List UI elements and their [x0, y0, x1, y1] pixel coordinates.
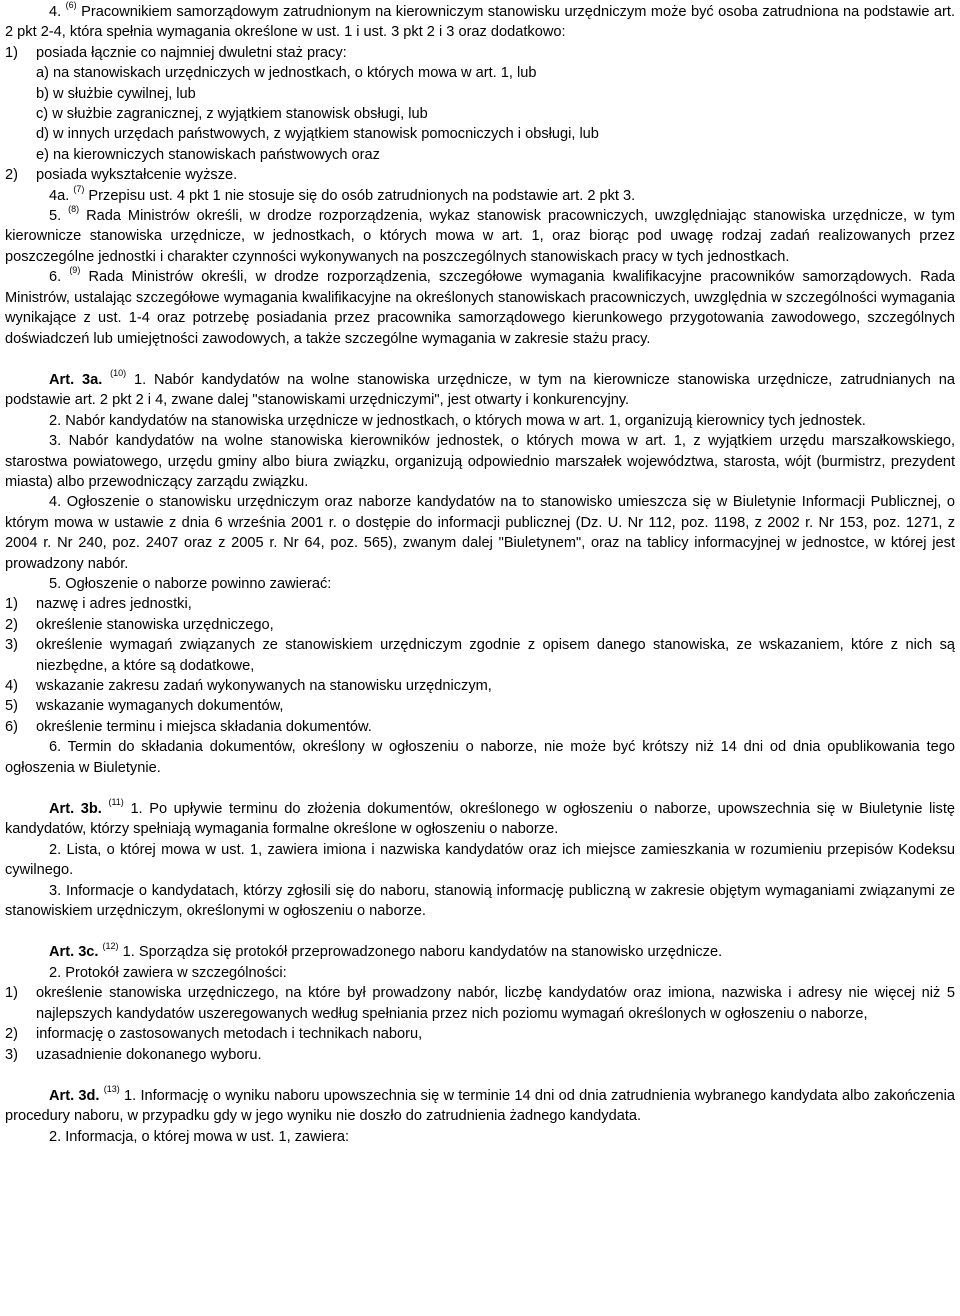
list-item: 2) określenie stanowiska urzędniczego,: [5, 616, 274, 633]
paragraph: 5. Ogłoszenie o naborze powinno zawierać:: [49, 575, 332, 592]
paragraph: 1. Po upływie terminu do złożenia dokumentów, określonego w ogłoszeniu o naborze, upowszechnia się w Biuletynie listę kandydatów, którzy spełniają wymagania formalne określone w ogłoszeniu o naborze.: [5, 801, 956, 838]
section-number: 5.: [49, 208, 62, 225]
article-3a: [5, 370, 955, 411]
paragraph: 6. Termin do składania dokumentów, określony w ogłoszeniu o naborze, nie może być krótszy niż 14 dni od dnia opublikowania tego ogłoszenia w Biuletynie.: [5, 739, 955, 776]
paragraph: 2. Lista, o której mowa w ust. 1, zawiera imiona i nazwiska kandydatów oraz ich miejsce zamieszkania w rozumieniu przepisów Kodeksu cywilnego.: [5, 841, 955, 879]
article-label: Art. 3a.: [49, 371, 103, 388]
footnote-ref[interactable]: (12): [102, 940, 119, 951]
section-text: Przepisu ust. 4 pkt 1 nie stosuje się do osób zatrudnionych na podstawie art. 2 pkt 3.: [88, 187, 636, 204]
list-item: 5) wskazanie wymaganych dokumentów,: [5, 698, 284, 715]
article-label: Art. 3d.: [49, 1087, 100, 1104]
sub-item-c: c) w służbie zagranicznej, z wyjątkiem stanowisk obsługi, lub: [36, 106, 428, 123]
list-item: 4) wskazanie zakresu zadań wykonywanych na stanowisku urzędniczym,: [5, 678, 492, 694]
list-item: 3) określenie wymagań związanych ze stanowiskiem urzędniczym zgodnie z opisem danego stanowiska, ze wskazaniem, które z nich są niezbędne, a które są dodatkowe,: [5, 637, 955, 674]
sub-item-d: d) w innych urzędach państwowych, z wyjątkiem stanowisk pomocniczych i obsługi, lub: [36, 126, 599, 143]
section-number: 4a.: [49, 187, 70, 204]
article-3b: [5, 799, 955, 840]
section-number: 4.: [49, 4, 62, 20]
paragraph: 3. Nabór kandydatów na wolne stanowiska kierowników jednostek, o których mowa w art. 1, z wyjątkiem urzędu marszałkowskiego, starostwa powiatowego, urzędu gminy albo biura związku, organizują odpowiednio marszałek województwa, starosta, wójt (burmistrz, prezydent miasta) albo przewodniczący zarządu związku.: [5, 433, 955, 490]
footnote-ref[interactable]: (11): [108, 797, 124, 808]
section-5: [5, 206, 955, 267]
section-4: [5, 2, 955, 43]
list-item: 1) posiada łącznie co najmniej dwuletni staż pracy:: [5, 44, 347, 61]
paragraph: 2. Protokół zawiera w szczególności:: [49, 964, 287, 981]
list-item: 6) określenie terminu i miejsca składania dokumentów.: [5, 718, 372, 735]
section-text: Pracownikiem samorządowym zatrudnionym na kierowniczym stanowisku urzędniczym może być osoba zatrudniona na podstawie art. 2 pkt 2-4, która spełnia wymagania określone w ust. 1 i ust. 3 pkt 2 i 3 oraz dodatkowo:: [5, 4, 956, 41]
paragraph: 2. Nabór kandydatów na stanowiska urzędnicze w jednostkach, o których mowa w art. 1, organizują kierownicy tych jednostek.: [49, 412, 866, 429]
sub-item-b: b) w służbie cywilnej, lub: [36, 85, 196, 102]
section-6: [5, 267, 955, 349]
list-item: 2) posiada wykształcenie wyższe.: [5, 167, 238, 184]
list-item: 3) uzasadnienie dokonanego wyboru.: [5, 1046, 262, 1063]
list-item: 1) nazwę i adres jednostki,: [5, 596, 192, 613]
footnote-ref[interactable]: (8): [68, 204, 80, 215]
paragraph: 4. Ogłoszenie o stanowisku urzędniczym oraz naborze kandydatów na to stanowisko umieszcza się w Biuletynie Informacji Publicznej, o którym mowa w ustawie z dnia 6 września 2001 r. o dostępie do informacji publicznej (Dz. U. Nr 112, poz. 1198, z 2002 r. Nr 153, poz. 1271, z 2004 r. Nr 240, poz. 2407 oraz z 2005 r. Nr 64, poz. 565), zwanym dalej "Biuletynem", oraz na tablicy informacyjnej w jednostce, w której jest prowadzony nabór.: [5, 494, 955, 572]
spacer: [5, 778, 955, 799]
list-item: 2) informację o zastosowanych metodach i technikach naboru,: [5, 1026, 423, 1043]
list-item: 1) określenie stanowiska urzędniczego, na które był prowadzony nabór, liczbę kandydatów oraz imiona, nazwiska i adresy nie więcej niż 5 najlepszych kandydatów uszeregowanych według spełniania przez nich poziomu wymagań określonych w ogłoszeniu o naborze,: [5, 985, 955, 1022]
spacer: [5, 1065, 955, 1086]
spacer: [5, 349, 955, 370]
section-number: 6.: [49, 269, 62, 286]
article-label: Art. 3c.: [49, 944, 99, 961]
sub-item-a: a) na stanowiskach urzędniczych w jednostkach, o których mowa w art. 1, lub: [36, 65, 537, 82]
article-label: Art. 3b.: [49, 801, 102, 818]
section-4a: [5, 183, 955, 206]
spacer: [5, 921, 955, 942]
paragraph: 1. Sporządza się protokół przeprowadzonego naboru kandydatów na stanowisko urzędnicze.: [122, 944, 723, 961]
article-3d: [5, 1086, 955, 1127]
footnote-ref[interactable]: (6): [65, 0, 77, 11]
section-text: Rada Ministrów określi, w drodze rozporządzenia, wykaz stanowisk pracowniczych, uwzględniając stanowiska urzędnicze, w tym kierownicze stanowiska urzędnicze, w jednostkach, o których mowa w art. 1, oraz biorąc pod uwagę rodzaj zadań realizowanych przez poszczególne jednostki i charakter czynności wykonywanych na poszczególnych stanowiskach pracy w tych jednostkach.: [5, 208, 956, 265]
article-3c: [5, 942, 955, 962]
paragraph: 1. Informację o wyniku naboru upowszechnia się w terminie 14 dni od dnia zatrudnienia wybranego kandydata albo zakończenia procedury naboru, w przypadku gdy w jego wyniku nie doszło do zatrudnienia żadnego kandydata.: [5, 1087, 955, 1125]
paragraph: 1. Nabór kandydatów na wolne stanowiska urzędnicze, w tym na kierownicze stanowiska urzędnicze, zatrudnianych na podstawie art. 2 pkt 2 i 4, zwane dalej "stanowiskami urzędniczymi", jest otwarty i konkurencyjny.: [5, 371, 955, 409]
section-text: Rada Ministrów określi, w drodze rozporządzenia, szczegółowe wymagania kwalifikacyjne pracowników samorządowych. Rada Ministrów, ustalając szczegółowe wymagania kwalifikacyjne na określonych stanowiskach pracowniczych, uwzględnia w szczególności wymagania wynikające z ust. 1-4 oraz potrzebę posiadania przez pracownika samorządowego kierunkowego przygotowania zawodowego, szczególnych doświadczeń lub umiejętności zawodowych, a także szczególne wymagania w zakresie stażu pracy.: [5, 269, 955, 347]
sub-item-e: e) na kierowniczych stanowiskach państwowych oraz: [36, 146, 380, 163]
footnote-ref[interactable]: (13): [103, 1084, 120, 1095]
footnote-ref[interactable]: (9): [69, 265, 81, 276]
footnote-ref[interactable]: (10): [110, 368, 127, 379]
paragraph: 2. Informacja, o której mowa w ust. 1, zawiera:: [49, 1128, 350, 1145]
paragraph: 3. Informacje o kandydatach, którzy zgłosili się do naboru, stanowią informację publiczną w zakresie objętym wymaganiami związanymi ze stanowiskiem urzędniczym, określonymi w ogłoszeniu o naborze.: [5, 882, 955, 920]
footnote-ref[interactable]: (7): [73, 183, 85, 194]
